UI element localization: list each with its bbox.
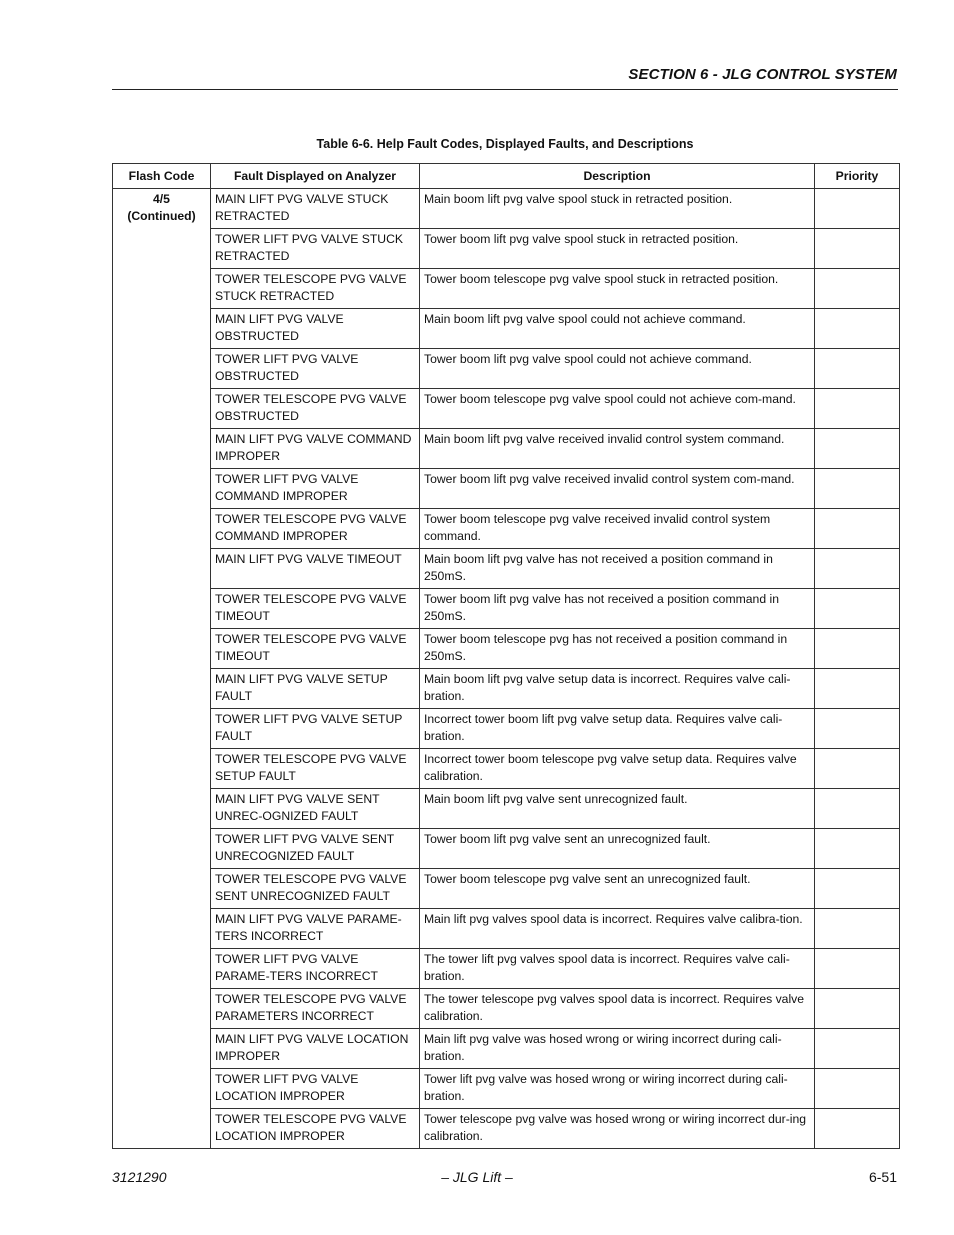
table-row (113, 269, 900, 309)
fault-cell: TOWER TELESCOPE PVG VALVE OBSTRUCTED (211, 389, 420, 429)
fault-cell: TOWER LIFT PVG VALVE SENT UNRECOGNIZED FAULT (211, 829, 420, 869)
priority-cell (815, 189, 900, 229)
table-row (113, 829, 900, 869)
fault-cell: TOWER TELESCOPE PVG VALVE COMMAND IMPROPER (211, 509, 420, 549)
fault-cell: TOWER LIFT PVG VALVE STUCK RETRACTED (211, 229, 420, 269)
priority-cell (815, 829, 900, 869)
table-row (113, 869, 900, 909)
priority-cell (815, 909, 900, 949)
priority-cell (815, 229, 900, 269)
table-row (113, 189, 900, 229)
priority-cell (815, 389, 900, 429)
description-cell: Tower boom lift pvg valve received invalid control system com-mand. (420, 469, 815, 509)
priority-cell (815, 309, 900, 349)
table-row (113, 389, 900, 429)
table-row (113, 709, 900, 749)
description-cell: Tower boom lift pvg valve has not received a position command in 250mS. (420, 589, 815, 629)
description-cell: Tower boom lift pvg valve spool stuck in retracted position. (420, 229, 815, 269)
column-header-priority: Priority (815, 164, 900, 189)
table-caption: Table 6-6. Help Fault Codes, Displayed Faults, and Descriptions (316, 137, 694, 151)
fault-cell: TOWER TELESCOPE PVG VALVE PARAMETERS INCORRECT (211, 989, 420, 1029)
priority-cell (815, 949, 900, 989)
fault-cell: MAIN LIFT PVG VALVE SENT UNREC-OGNIZED FAULT (211, 789, 420, 829)
description-cell: Main boom lift pvg valve setup data is incorrect. Requires valve cali-bration. (420, 669, 815, 709)
priority-cell (815, 789, 900, 829)
priority-cell (815, 269, 900, 309)
description-cell: Main boom lift pvg valve sent unrecognized fault. (420, 789, 815, 829)
description-cell: Tower boom telescope pvg valve spool stuck in retracted position. (420, 269, 815, 309)
description-cell: Main lift pvg valve was hosed wrong or wiring incorrect during cali-bration. (420, 1029, 815, 1069)
fault-cell: TOWER TELESCOPE PVG VALVE LOCATION IMPROPER (211, 1109, 420, 1149)
priority-cell (815, 629, 900, 669)
description-cell: Tower boom telescope pvg valve sent an unrecognized fault. (420, 869, 815, 909)
table-row (113, 1029, 900, 1069)
page-number: 6-51 (868, 1169, 897, 1185)
table-row (113, 429, 900, 469)
fault-codes-table (112, 163, 900, 1149)
description-cell: Main boom lift pvg valve received invalid control system command. (420, 429, 815, 469)
table-row (113, 669, 900, 709)
priority-cell (815, 1069, 900, 1109)
description-cell: Tower boom telescope pvg has not received a position command in 250mS. (420, 629, 815, 669)
description-cell: Tower telescope pvg valve was hosed wrong or wiring incorrect dur-ing calibration. (420, 1109, 815, 1149)
fault-cell: MAIN LIFT PVG VALVE SETUP FAULT (211, 669, 420, 709)
table-row (113, 629, 900, 669)
description-cell: Tower boom telescope pvg valve spool could not achieve com-mand. (420, 389, 815, 429)
table-row (113, 749, 900, 789)
table-row (113, 949, 900, 989)
column-header-description: Description (420, 164, 815, 189)
description-cell: Tower boom telescope pvg valve received invalid control system command. (420, 509, 815, 549)
fault-cell: TOWER LIFT PVG VALVE LOCATION IMPROPER (211, 1069, 420, 1109)
fault-cell: TOWER TELESCOPE PVG VALVE SENT UNRECOGNIZED FAULT (211, 869, 420, 909)
fault-cell: TOWER TELESCOPE PVG VALVE TIMEOUT (211, 629, 420, 669)
table-row (113, 589, 900, 629)
table-header-row (113, 164, 900, 189)
table-row (113, 349, 900, 389)
table-row (113, 309, 900, 349)
priority-cell (815, 549, 900, 589)
description-cell: Main boom lift pvg valve has not received a position command in 250mS. (420, 549, 815, 589)
fault-cell: TOWER LIFT PVG VALVE SETUP FAULT (211, 709, 420, 749)
priority-cell (815, 869, 900, 909)
document-number: 3121290 (112, 1169, 167, 1185)
footer-brand: – JLG Lift – (441, 1169, 513, 1185)
fault-cell: MAIN LIFT PVG VALVE COMMAND IMPROPER (211, 429, 420, 469)
fault-cell: TOWER TELESCOPE PVG VALVE STUCK RETRACTED (211, 269, 420, 309)
description-cell: The tower telescope pvg valves spool data is incorrect. Requires valve calibration. (420, 989, 815, 1029)
priority-cell (815, 989, 900, 1029)
table-body (113, 189, 900, 1149)
table-row (113, 989, 900, 1029)
table-row (113, 509, 900, 549)
fault-cell: MAIN LIFT PVG VALVE OBSTRUCTED (211, 309, 420, 349)
priority-cell (815, 709, 900, 749)
fault-cell: TOWER TELESCOPE PVG VALVE TIMEOUT (211, 589, 420, 629)
priority-cell (815, 469, 900, 509)
priority-cell (815, 509, 900, 549)
header-divider (112, 89, 898, 90)
column-header-fault: Fault Displayed on Analyzer (211, 164, 420, 189)
description-cell: Main boom lift pvg valve spool could not achieve command. (420, 309, 815, 349)
column-header-flash-code: Flash Code (113, 164, 211, 189)
priority-cell (815, 1109, 900, 1149)
table-row (113, 909, 900, 949)
priority-cell (815, 429, 900, 469)
table-row (113, 789, 900, 829)
priority-cell (815, 349, 900, 389)
description-cell: Incorrect tower boom lift pvg valve setup data. Requires valve cali-bration. (420, 709, 815, 749)
flash-code-note: (Continued) (127, 209, 196, 223)
table-row (113, 549, 900, 589)
description-cell: Incorrect tower boom telescope pvg valve setup data. Requires valve calibration. (420, 749, 815, 789)
description-cell: Main lift pvg valves spool data is incorrect. Requires valve calibra-tion. (420, 909, 815, 949)
fault-cell: TOWER LIFT PVG VALVE COMMAND IMPROPER (211, 469, 420, 509)
fault-cell: TOWER LIFT PVG VALVE PARAME-TERS INCORRECT (211, 949, 420, 989)
fault-cell: TOWER TELESCOPE PVG VALVE SETUP FAULT (211, 749, 420, 789)
description-cell: Main boom lift pvg valve spool stuck in retracted position. (420, 189, 815, 229)
section-title: SECTION 6 - JLG CONTROL SYSTEM (628, 66, 897, 83)
table-row (113, 469, 900, 509)
fault-cell: MAIN LIFT PVG VALVE STUCK RETRACTED (211, 189, 420, 229)
priority-cell (815, 669, 900, 709)
description-cell: The tower lift pvg valves spool data is incorrect. Requires valve cali-bration. (420, 949, 815, 989)
priority-cell (815, 749, 900, 789)
priority-cell (815, 589, 900, 629)
table-row (113, 1069, 900, 1109)
fault-cell: MAIN LIFT PVG VALVE LOCATION IMPROPER (211, 1029, 420, 1069)
flash-code: 4/5 (153, 192, 170, 206)
flash-code-cell (113, 189, 211, 1149)
description-cell: Tower boom lift pvg valve sent an unrecognized fault. (420, 829, 815, 869)
description-cell: Tower boom lift pvg valve spool could not achieve command. (420, 349, 815, 389)
fault-cell: TOWER LIFT PVG VALVE OBSTRUCTED (211, 349, 420, 389)
table-row (113, 229, 900, 269)
table-row (113, 1109, 900, 1149)
priority-cell (815, 1029, 900, 1069)
description-cell: Tower lift pvg valve was hosed wrong or wiring incorrect during cali-bration. (420, 1069, 815, 1109)
fault-cell: MAIN LIFT PVG VALVE TIMEOUT (211, 549, 420, 589)
fault-cell: MAIN LIFT PVG VALVE PARAME-TERS INCORRECT (211, 909, 420, 949)
